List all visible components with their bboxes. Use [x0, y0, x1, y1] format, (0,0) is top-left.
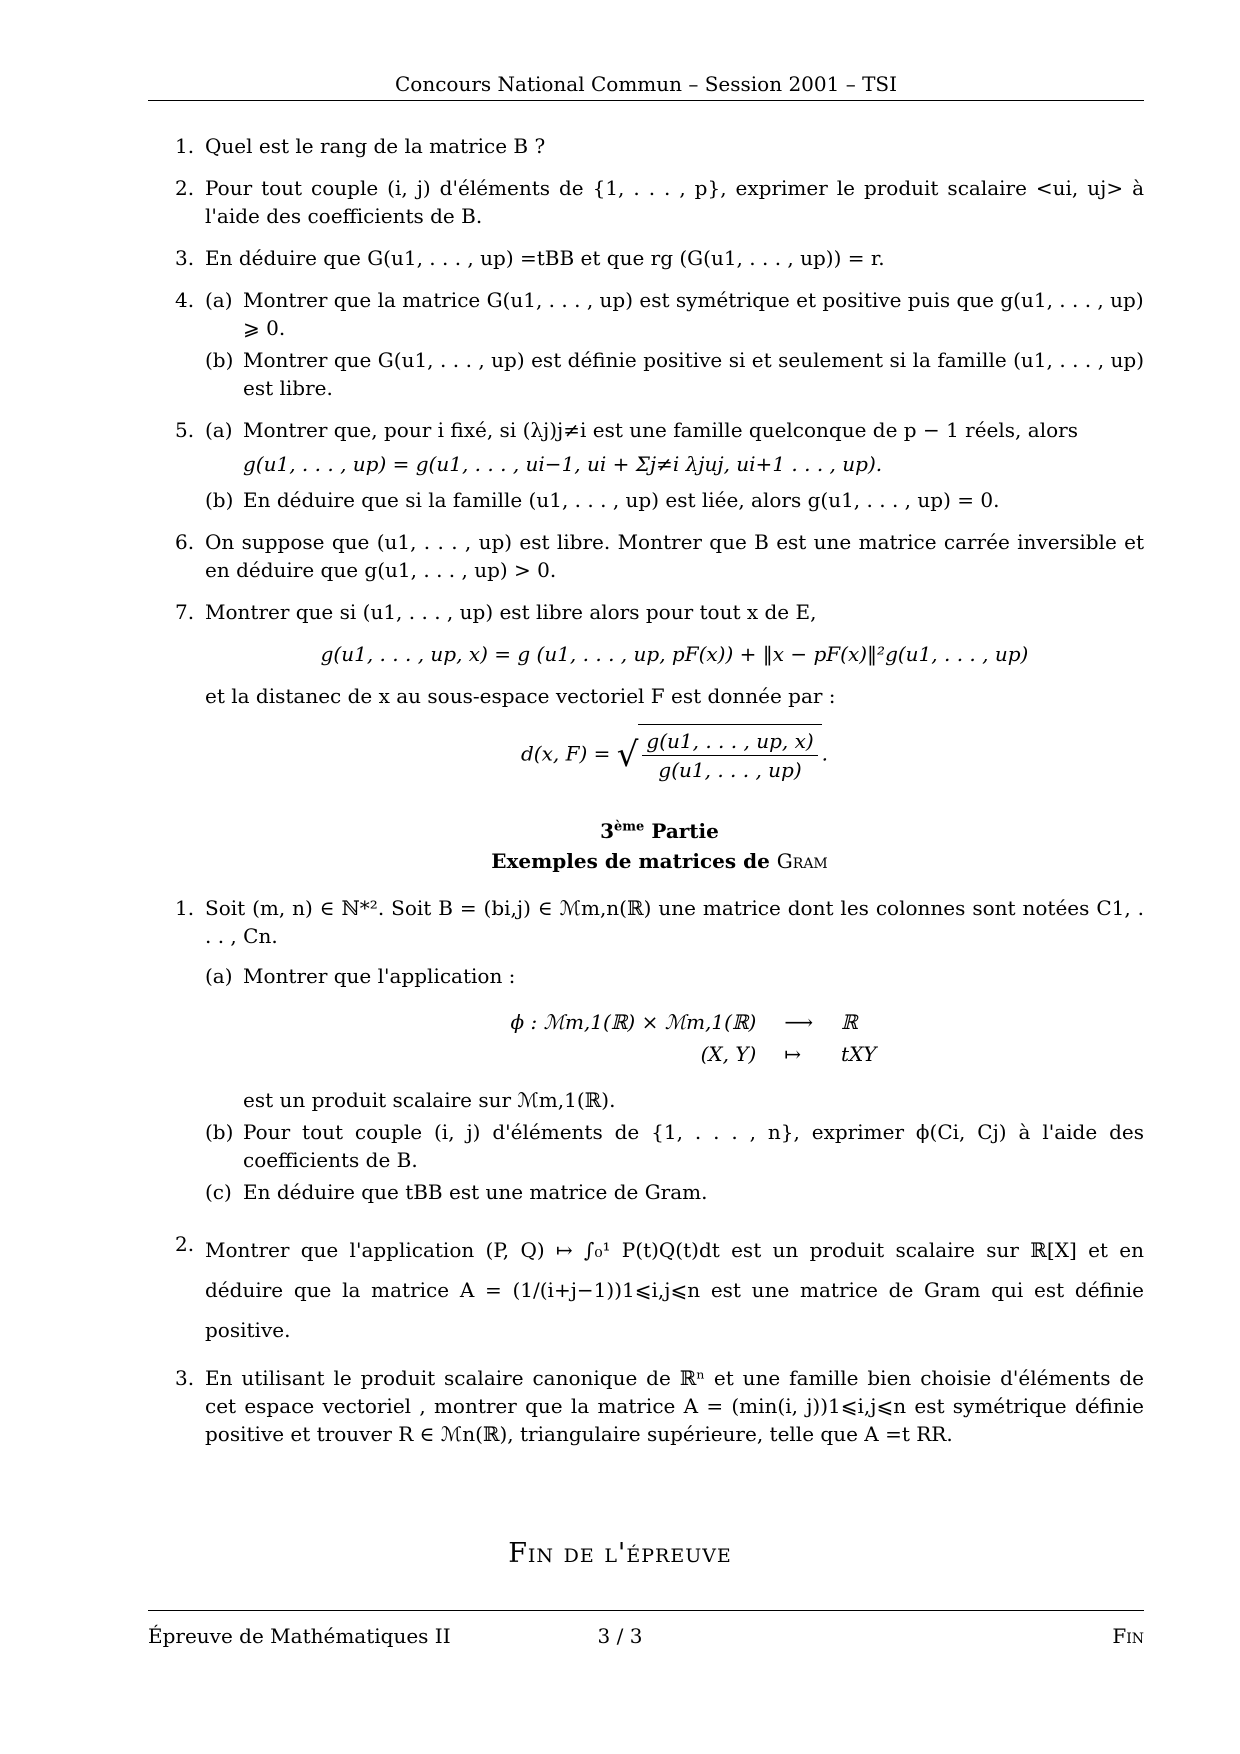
footer-rule: [148, 1610, 1144, 1611]
end-marker: Fin de l'épreuve: [508, 1538, 732, 1569]
page-number: 3 / 3: [597, 1624, 643, 1648]
question-item: 6. On suppose que (u1, . . . , up) est libre. Montrer que B est une matrice carrée inversible et en déduire que g(u1, . . . , up) > 0.: [175, 530, 1144, 582]
question-item: 4. (a) Montrer que la matrice G(u1, . . . , up) est symétrique et positive puis que g(u1, . . . , up) ⩾ 0. (b) Montrer que G(u1, . . . , up) est définie positive si et seulement si la famille (u1, . . . , up) est libre.: [175, 288, 1144, 400]
question-item: 7. Montrer que si (u1, . . . , up) est libre alors pour tout x de E, g(u1, . . . , up, x) = g (u1, . . . , up, pF(x)) + ‖x − pF(x)‖²g(u1, . . . , up) et la distanec de x au sous-espace vectoriel F est donnée par : d(x, F) = √ $\frac{g(u1, . . . , up, x)}{g(u1, . . . , up)}$ .: [175, 598, 1144, 786]
footer-left: Épreuve de Mathématiques II: [148, 1624, 451, 1648]
sub-question: (b) En déduire que si la famille (u1, . . . , up) est liée, alors g(u1, . . . , up) = 0.: [205, 488, 1000, 512]
document-body: [175, 132, 1144, 1462]
sub-question: (a) Montrer que la matrice G(u1, . . . , up) est symétrique et positive puis que g(u1, . . . , up) ⩾ 0.: [205, 288, 1144, 340]
sub-question: (a) Montrer que, pour i fixé, si (λj)j≠i est une famille quelconque de p − 1 réels, alors g(u1, . . . , up) = g(u1, . . . , ui−1, ui + Σj≠i λjuj, ui+1 . . . , up).: [205, 416, 1144, 478]
sub-question: (a) Montrer que l'application : ϕ : ℳm,1(ℝ) × ℳm,1(ℝ) ⟶ ℝ (X, Y) ↦ tXY est un produit scalaire sur ℳm,1(ℝ).: [205, 962, 1144, 1114]
formula: g(u1, . . . , up, x) = g (u1, . . . , up, pF(x)) + ‖x − pF(x)‖²g(u1, . . . , up): [320, 642, 1029, 666]
sub-question: (c) En déduire que tBB est une matrice de Gram.: [205, 1180, 708, 1204]
section-title: 3ème Partie Exemples de matrices de Gram: [491, 819, 828, 873]
header-rule: [148, 100, 1144, 101]
mapping-formula: ϕ : ℳm,1(ℝ) × ℳm,1(ℝ) ⟶ ℝ (X, Y) ↦ tXY: [510, 1010, 877, 1066]
question-item: 3. En déduire que G(u1, . . . , up) =tBB et que rg (G(u1, . . . , up)) = r.: [175, 246, 885, 270]
sub-question: (b) Pour tout couple (i, j) d'éléments de {1, . . . , n}, exprimer ϕ(Ci, Cj) à l'aide des coefficients de B.: [205, 1120, 1144, 1172]
question-item: 1. Quel est le rang de la matrice B ?: [175, 134, 546, 158]
question-item: 3. En utilisant le produit scalaire canonique de ℝⁿ et une famille bien choisie d'éléments de cet espace vectoriel , montrer que la matrice A = (min(i, j))1⩽i,j⩽n est symétrique définie positive et trouver R ∈ ℳn(ℝ), triangulaire supérieure, telle que A =t RR.: [175, 1366, 1144, 1446]
footer-right: Fin: [1112, 1624, 1144, 1648]
formula: g(u1, . . . , up) = g(u1, . . . , ui−1, ui + Σj≠i λjuj, ui+1 . . . , up).: [243, 452, 883, 476]
question-item: 2. Montrer que l'application (P, Q) ↦ ∫₀¹ P(t)Q(t)dt est un produit scalaire sur ℝ[X] et en déduire que la matrice A = (1/(i+j−1))1⩽i,j⩽n est une matrice de Gram qui est définie positive.: [175, 1232, 1144, 1342]
question-item: 5. (a) Montrer que, pour i fixé, si (λj)j≠i est une famille quelconque de p − 1 réels, alors g(u1, . . . , up) = g(u1, . . . , ui−1, ui + Σj≠i λjuj, ui+1 . . . , up). (b) En déduire que si la famille (u1, . . . , up) est liée, alors g(u1, . . . , up) = 0.: [175, 416, 1144, 514]
sub-question: (b) Montrer que G(u1, . . . , up) est définie positive si et seulement si la famille (u1, . . . , up) est libre.: [205, 348, 1144, 400]
page-header: Concours National Commun – Session 2001 – TSI: [394, 72, 898, 96]
question-item: 2. Pour tout couple (i, j) d'éléments de {1, . . . , p}, exprimer le produit scalaire <ui, uj> à l'aide des coefficients de B.: [175, 176, 1144, 228]
question-item: 1. Soit (m, n) ∈ ℕ*². Soit B = (bi,j) ∈ ℳm,n(ℝ) une matrice dont les colonnes sont notées C1, . . . , Cn. (a) Montrer que l'application : ϕ : ℳm,1(ℝ) × ℳm,1(ℝ) ⟶ ℝ (X, Y) ↦ tXY est un produit scalaire sur ℳm,1(ℝ). (b) Pour tout couple (i, j) d'éléments de {1, . . . , n}, exprimer ϕ(Ci, Cj) à l'aide des coefficients de B. (c) En déduire que tBB est une matrice de Gram.: [175, 896, 1144, 1204]
distance-formula: d(x, F) = √ $\frac{g(u1, . . . , up, x)}{g(u1, . . . , up)}$ .: [205, 724, 1144, 786]
